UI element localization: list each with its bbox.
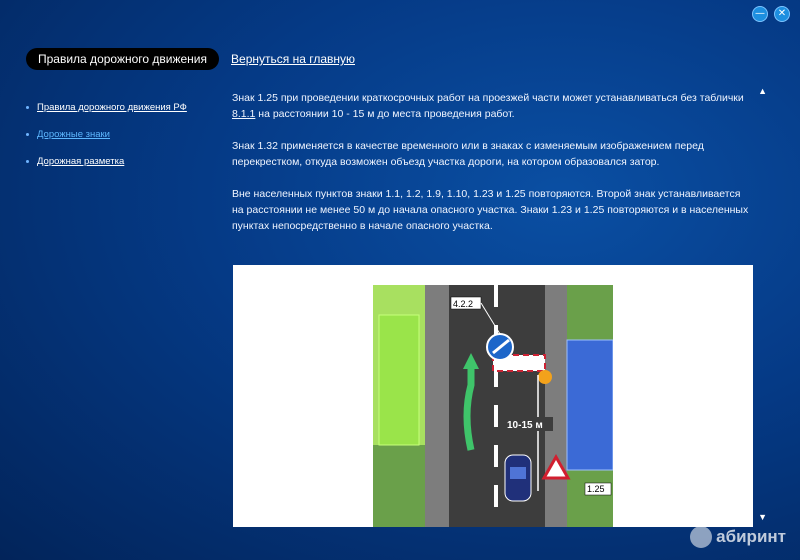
paragraph-1 (232, 90, 752, 122)
sidebar-item-label[interactable]: Правила дорожного движения РФ (37, 102, 187, 113)
paragraph-text: на расстоянии 10 - 15 м до места проведения работ. (255, 108, 515, 120)
top-navigation (26, 48, 355, 70)
sidebar-item-label[interactable]: Дорожные знаки (37, 129, 110, 140)
tab-traffic-rules[interactable]: Правила дорожного движения (26, 48, 219, 70)
labirint-logo-icon (690, 526, 712, 548)
sidebar (26, 102, 206, 183)
sidebar-item-road-marking[interactable] (26, 156, 206, 167)
paragraph-2: Знак 1.32 применяется в качестве временного или в знаках с изменяемым изображением перед перекрестком, откуда возможен объезд участка дороги, на котором образовался затор. (232, 140, 704, 168)
sidebar-item-label[interactable]: Дорожная разметка (37, 156, 125, 167)
paragraph-3: Вне населенных пунктов знаки 1.1, 1.2, 1.9, 1.10, 1.23 и 1.25 повторяются. Второй знак устанавливается на расстоянии не менее 50 м до начала опасного участка. Знаки 1.23 и 1.25 повторяются и в населенных пунктах непосредственно в начале опасного участка. (232, 188, 749, 232)
sign-1-25-label: 1.25 (587, 484, 605, 494)
window-controls (752, 6, 790, 22)
watermark-text: абиринт (716, 527, 786, 546)
back-to-home-link[interactable]: Вернуться на главную (231, 52, 355, 66)
road-illustration (233, 265, 753, 527)
distance-label: 10-15 м (507, 420, 543, 431)
bullet-icon (26, 133, 29, 136)
bullet-icon (26, 160, 29, 163)
scroll-down-icon[interactable]: ▼ (758, 512, 767, 522)
bullet-icon (26, 106, 29, 109)
minimize-icon[interactable]: — (752, 6, 768, 22)
watermark (690, 526, 786, 548)
scroll-up-icon[interactable]: ▲ (758, 86, 767, 96)
sidebar-item-road-signs[interactable] (26, 129, 206, 140)
road-scene (373, 285, 613, 527)
sign-link-8-1-1[interactable]: 8.1.1 (232, 108, 256, 120)
sign-4-2-2-label: 4.2.2 (453, 299, 474, 309)
close-icon[interactable]: ✕ (774, 6, 790, 22)
article-content (232, 90, 752, 250)
sidebar-item-rules[interactable] (26, 102, 206, 113)
paragraph-text: Знак 1.25 при проведении краткосрочных работ на проезжей части может устанавливаться без таблички (232, 92, 744, 104)
